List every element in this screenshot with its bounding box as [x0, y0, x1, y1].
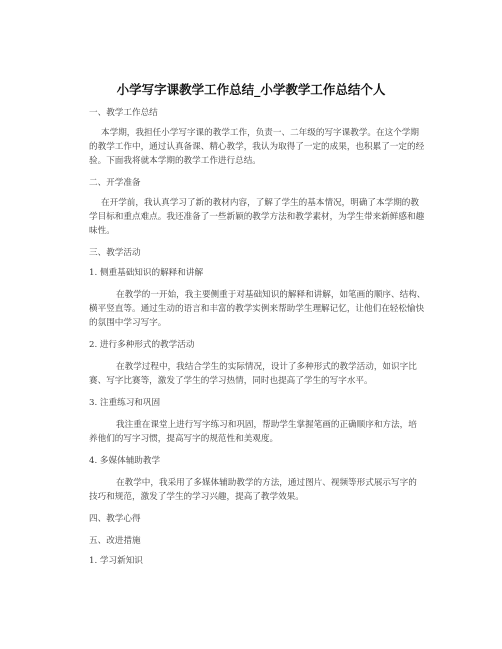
paragraph-line: 技巧和规范，激发了学生的学习兴趣，提高了教学效果。 — [89, 492, 304, 502]
paragraph-line: 在教学中，我采用了多媒体辅助教学的方法，通过图片、视频等形式展示写字的 — [116, 478, 417, 488]
paragraph-line: 我注重在课堂上进行写字练习和巩固，帮助学生掌握笔画的正确顺序和方法，培 — [116, 420, 417, 430]
paragraph-line: 在开学前，我认真学习了新的教材内容，了解了学生的基本情况，明确了本学期的教 — [101, 198, 419, 208]
paragraph-line: 的氛围中学习写字。 — [89, 318, 167, 328]
section-heading-work-summary: 一、教学工作总结 — [89, 108, 158, 118]
section-heading-improvements: 五、改进措施 — [89, 536, 141, 546]
section-heading-teaching-activities: 三、教学活动 — [89, 248, 141, 258]
list-item-title: 3. 注重练习和巩固 — [89, 398, 161, 408]
document-title: 小学写字课教学工作总结_小学教学工作总结个人 — [116, 82, 386, 97]
section-heading-teaching-insights: 四、教学心得 — [89, 514, 141, 524]
paragraph-line: 横平竖直等。通过生动的语言和丰富的教学实例来帮助学生理解记忆，让他们在轻松愉快 — [89, 304, 425, 314]
paragraph-line: 的教学工作中，通过认真备课、精心教学，我认为取得了一定的成果，也积累了一定的经 — [89, 142, 425, 152]
paragraph-line: 在教学的一开始，我主要侧重于对基础知识的解释和讲解，如笔画的顺序、结构、 — [116, 290, 426, 300]
list-item-title: 4. 多媒体辅助教学 — [89, 456, 161, 466]
paragraph-line: 学目标和重点难点。我还准备了一些新颖的教学方法和教学素材，为学生带来新鲜感和趣 — [89, 212, 425, 222]
list-item-title: 1. 侧重基础知识的解释和讲解 — [89, 268, 204, 278]
section-heading-preparation: 二、开学准备 — [89, 178, 141, 188]
list-item-title: 2. 进行多种形式的教学活动 — [89, 340, 195, 350]
paragraph-line: 本学期，我担任小学写字课的教学工作，负责一、二年级的写字课教学。在这个学期 — [101, 128, 419, 138]
paragraph-line: 味性。 — [89, 226, 115, 236]
list-item-title: 1. 学习新知识 — [89, 556, 143, 566]
paragraph-line: 赛、写字比赛等，激发了学生的学习热情，同时也提高了学生的写字水平。 — [89, 376, 373, 386]
paragraph-line: 养他们的写字习惯，提高写字的规范性和美观度。 — [89, 434, 279, 444]
paragraph-line: 验。下面我将就本学期的教学工作进行总结。 — [89, 156, 261, 166]
paragraph-line: 在教学过程中，我结合学生的实际情况，设计了多种形式的教学活动，如识字比 — [116, 362, 417, 372]
